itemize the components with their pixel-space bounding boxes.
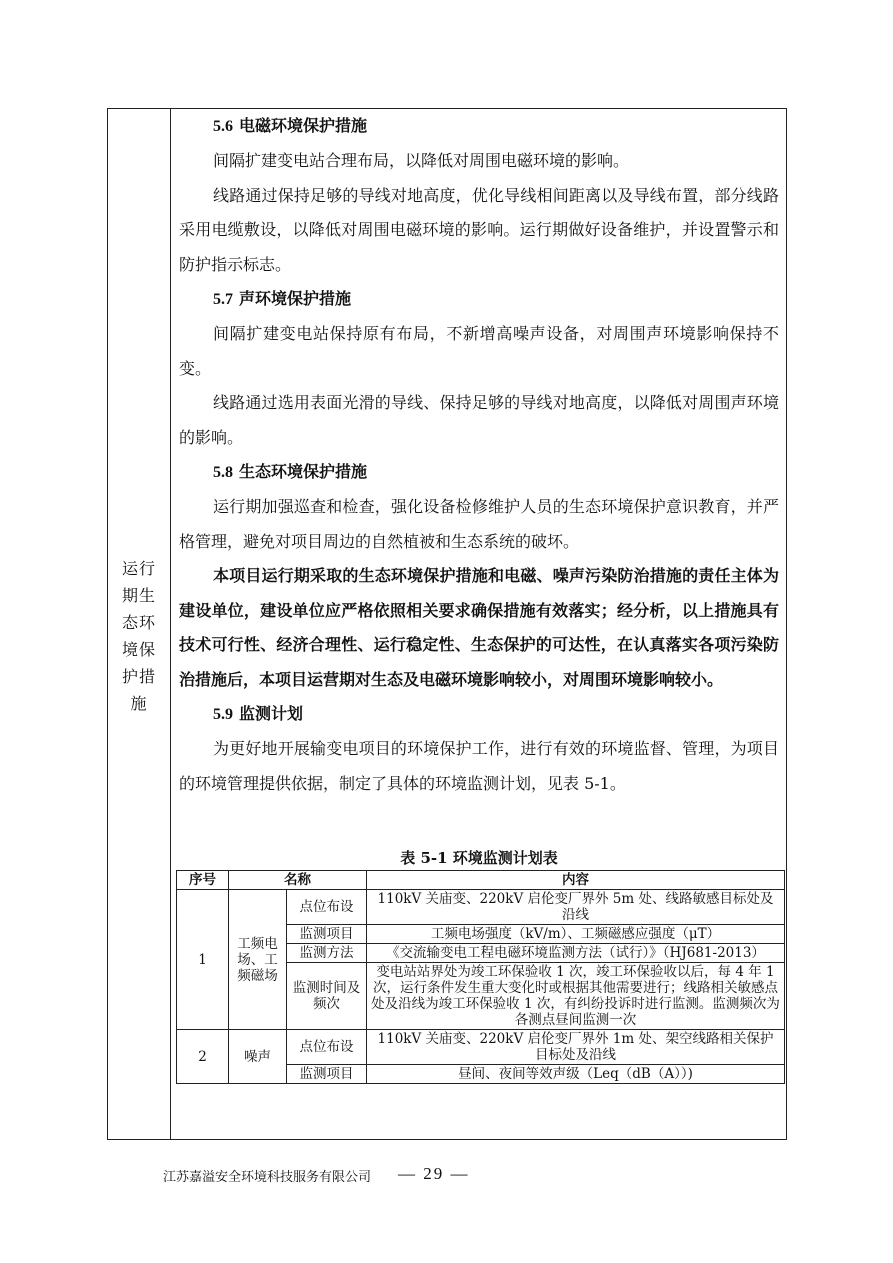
section-number: 5.7: [213, 291, 233, 308]
section-5-9-heading: [179, 697, 779, 732]
monitoring-plan-table: [176, 870, 785, 1084]
table-caption: 表 5-1 环境监测计划表: [400, 849, 558, 867]
row-name: 工频电场、工频磁场: [229, 890, 287, 1030]
paragraph: 为更好地开展输变电项目的环境保护工作，进行有效的环境监督、管理，为项目的环境管理提供依据，制定了具体的环境监测计划，见表 5-1。: [179, 739, 779, 793]
paragraph: 线路通过保持足够的导线对地高度，优化导线相间距离以及导线布置，部分线路采用电缆敷设，以降低对周围电磁环境的影响。运行期做好设备维护，并设置警示和防护指示标志。: [179, 185, 779, 274]
section-number: 5.8: [213, 464, 233, 481]
section-5-6-heading: [179, 109, 779, 144]
paragraph: 运行期加强巡查和检查，强化设备检修维护人员的生态环境保护意识教育，并严格管理，避免对项目周边的自然植被和生态系统的破坏。: [179, 497, 779, 551]
header-cell: 名称: [229, 871, 367, 890]
bold-conclusion-paragraph: 本项目运行期采取的生态环境保护措施和电磁、噪声污染防治措施的责任主体为建设单位，建设单位应严格依照相关要求确保措施有效落实；经分析，以上措施具有技术可行性、经济合理性、运行稳定性、生态保护的可达性，在认真落实各项污染防治措施后，本项目运营期对生态及电磁环境影响较小，对周围环境影响较小。: [179, 566, 779, 689]
page-frame: [107, 108, 787, 1140]
section-5-7-heading: [179, 282, 779, 317]
table-row: [177, 890, 785, 925]
item-content: 昼间、夜间等效声级（Leq（dB（A））): [367, 1065, 785, 1084]
main-content: [179, 109, 780, 1082]
item-content: 110kV 关庙变、220kV 启伦变厂界外 1m 处、架空线路相关保护目标处及沿线: [367, 1030, 785, 1065]
left-column: [108, 109, 171, 1139]
section-title: 电磁环境保护措施: [239, 116, 368, 135]
paragraph: 间隔扩建变电站合理布局，以降低对周围电磁环境的影响。: [213, 151, 630, 170]
item-content: 《交流输变电工程电磁环境监测方法（试行）》（HJ681-2013）: [367, 944, 785, 963]
section-number: 5.9: [213, 706, 233, 723]
left-column-label: 运行期生态环境保护措施: [121, 559, 156, 713]
item-label: 监测项目: [287, 925, 367, 944]
section-title: 声环境保护措施: [239, 289, 352, 308]
row-number: 2: [177, 1030, 229, 1084]
item-content: 110kV 关庙变、220kV 启伦变厂界外 5m 处、线路敏感目标处及沿线: [367, 890, 785, 925]
section-title: 生态环境保护措施: [239, 462, 368, 481]
header-cell: 序号: [177, 871, 229, 890]
item-label: 点位布设: [287, 890, 367, 925]
footer-company: 江苏嘉溢安全环境科技服务有限公司: [163, 1170, 372, 1185]
table-header-row: [177, 871, 785, 890]
item-label: 监测方法: [287, 944, 367, 963]
item-label: 监测项目: [287, 1065, 367, 1084]
item-content: 工频电场强度（kV/m）、工频磁感应强度（μT）: [367, 925, 785, 944]
paragraph: 线路通过选用表面光滑的导线、保持足够的导线对地高度，以降低对周围声环境的影响。: [179, 393, 779, 447]
section-5-8-heading: [179, 455, 779, 490]
header-cell: 内容: [367, 871, 785, 890]
row-name: 噪声: [229, 1030, 287, 1084]
paragraph: 间隔扩建变电站保持原有布局，不新增高噪声设备，对周围声环境影响保持不变。: [179, 324, 779, 378]
section-number: 5.6: [213, 118, 233, 135]
item-content: 变电站站界处为竣工环保验收 1 次，竣工环保验收以后，每 4 年 1 次，运行条件发生重大变化时或根据其他需要进行；线路相关敏感点处及沿线为竣工环保验收 1 次，有纠纷投诉时进行监测。监测频次为各测点昼间监测一次: [367, 963, 785, 1030]
table-row: [177, 1030, 785, 1065]
item-label: 点位布设: [287, 1030, 367, 1065]
item-label: 监测时间及频次: [287, 963, 367, 1030]
page-number: — 29 —: [398, 1164, 470, 1183]
section-title: 监测计划: [239, 704, 304, 723]
row-number: 1: [177, 890, 229, 1030]
